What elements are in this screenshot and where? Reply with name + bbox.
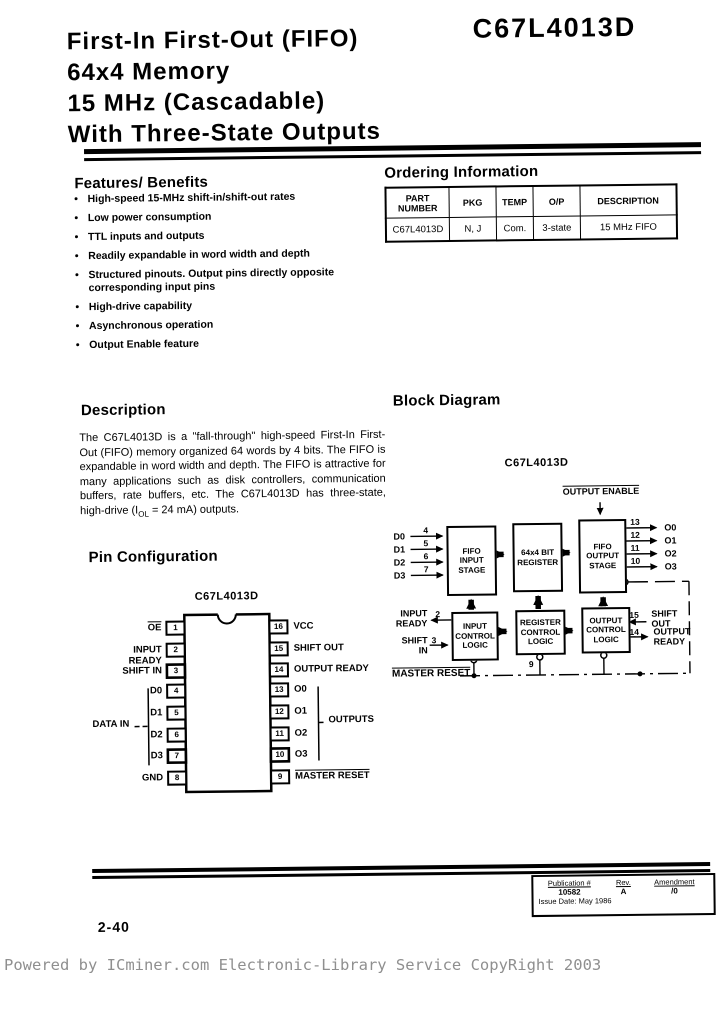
features-heading: Features/ Benefits xyxy=(74,173,209,193)
pin-d2-label: D2 xyxy=(150,729,163,741)
feature-item: • Structured pinouts. Output pins directly opposite corresponding input pins xyxy=(88,266,400,295)
bd-pin-5: 5 xyxy=(423,538,429,549)
pin-o1-label: O1 xyxy=(294,705,308,717)
dip-package-outline xyxy=(184,612,271,792)
bd-pin-12: 12 xyxy=(630,529,640,540)
pin-oe-label: $\overline{OE}$ xyxy=(147,622,162,634)
bd-d0-label: D0 xyxy=(393,531,405,542)
description-subscript: OL xyxy=(138,509,149,519)
bd-pin-15: 15 xyxy=(629,609,639,620)
rev-value: A xyxy=(620,887,627,897)
col-description: DESCRIPTION xyxy=(580,184,677,216)
pin-11-num: 11 xyxy=(275,728,284,738)
col-temp: TEMP xyxy=(496,186,533,217)
bd-pin-6: 6 xyxy=(423,551,429,562)
bd-pin-2: 2 xyxy=(435,609,441,620)
bd-pin-3: 3 xyxy=(431,635,437,646)
pin-16-num: 16 xyxy=(273,621,283,631)
description-text: The C67L4013D is a "fall-through" high-speed First-In First-Out (FIFO) memory organized 64 words by 4 bits. The FIFO is expandable in word width and depth. The FIFO is attractive for many applications such as disk controllers, communication buffers, rate buffers, etc. The C67L4013D has three-state, high-drive (I xyxy=(79,428,386,518)
cell-part-number: C67L4013D xyxy=(386,217,450,241)
output-control-block: OUTPUT CONTROL LOGIC xyxy=(581,607,631,654)
fifo-output-stage-block: FIFO OUTPUT STAGE xyxy=(578,519,627,594)
pin-d3-label: D3 xyxy=(150,750,163,762)
pin-4-num: 4 xyxy=(173,686,179,696)
ordering-header-row xyxy=(385,184,676,218)
pin-d0-label: D0 xyxy=(149,685,163,697)
feature-item: • Readily expandable in word width and depth xyxy=(88,247,400,263)
fifo-input-stage-block: FIFO INPUT STAGE xyxy=(446,525,497,596)
pin-12-num: 12 xyxy=(274,706,284,716)
block-diagram-heading: Block Diagram xyxy=(392,391,501,410)
bd-output-ready-label: OUTPUT READY xyxy=(653,626,691,647)
pin-input-ready-label: INPUT READY xyxy=(128,644,162,667)
pin-8-num: 8 xyxy=(174,773,180,783)
pin-13-num: 13 xyxy=(274,684,284,694)
pin-15-num: 15 xyxy=(274,643,284,653)
ordering-table xyxy=(384,183,678,242)
pin-7-num: 7 xyxy=(174,751,180,761)
publication-box xyxy=(531,873,715,917)
publication-label: Publication # xyxy=(547,878,591,888)
pin-o3-label: O3 xyxy=(294,748,308,760)
doc-title-line-1: First-In First-Out (FIFO) xyxy=(66,24,359,56)
cell-op: 3-state xyxy=(533,216,580,240)
page-number: 2-40 xyxy=(97,918,130,936)
bd-shift-out-label: SHIFT OUT xyxy=(651,608,678,629)
issue-date: Issue Date: May 1986 xyxy=(538,896,612,906)
bd-o0-label: O0 xyxy=(664,522,677,533)
pin-5-num: 5 xyxy=(174,708,179,718)
feature-item: • Low power consumption xyxy=(88,209,400,225)
amendment-label: Amendment xyxy=(654,877,695,887)
pin-shift-in-label: SHIFT IN xyxy=(122,665,162,677)
rev-label: Rev. xyxy=(615,877,631,888)
pin-1-num: 1 xyxy=(173,623,178,633)
col-part-number: PART NUMBER xyxy=(385,187,449,218)
feature-item: • High-speed 15-MHz shift-in/shift-out rates xyxy=(88,190,400,206)
description-paragraph xyxy=(79,428,386,523)
cell-temp: Com. xyxy=(496,217,533,241)
bd-pin-13: 13 xyxy=(630,516,640,527)
bit-register-block: 64x4 BIT REGISTER xyxy=(512,523,563,593)
bd-pin-10: 10 xyxy=(630,555,641,566)
bd-pin-11: 11 xyxy=(630,542,640,553)
feature-item: • High-drive capability xyxy=(89,297,401,313)
feature-item: • Output Enable feature xyxy=(89,335,401,351)
bd-pin-9: 9 xyxy=(528,659,534,670)
block-diagram-chip-label: C67L4013D xyxy=(504,456,569,470)
part-number: C67L4013D xyxy=(472,11,637,44)
library-watermark: Powered by ICminer.com Electronic-Library Service CopyRight 2003 xyxy=(4,956,602,974)
register-control-block: REGISTER CONTROL LOGIC xyxy=(515,610,566,656)
doc-title-line-3: 15 MHz (Cascadable) xyxy=(67,87,326,118)
pin-o2-label: O2 xyxy=(294,727,308,739)
ordering-heading: Ordering Information xyxy=(384,162,539,182)
features-list xyxy=(73,190,402,358)
cell-pkg: N, J xyxy=(449,217,496,241)
publication-value: 10582 xyxy=(558,887,581,897)
feature-item: • TTL inputs and outputs xyxy=(88,228,400,244)
description-heading: Description xyxy=(80,401,166,420)
bd-input-ready-label: INPUT READY xyxy=(395,608,428,629)
pin-d1-label: D1 xyxy=(150,707,163,719)
pin-o0-label: O0 xyxy=(294,683,307,695)
bd-o1-label: O1 xyxy=(664,535,677,546)
pin-2-num: 2 xyxy=(173,645,178,655)
pin-output-ready-label: OUTPUT READY xyxy=(293,662,369,675)
bd-o2-label: O2 xyxy=(664,548,677,559)
bd-d3-label: D3 xyxy=(393,570,406,581)
pin-master-reset-label: MASTER RESET xyxy=(295,769,370,782)
ordering-data-row xyxy=(386,215,677,242)
bd-d1-label: D1 xyxy=(393,544,406,555)
pin-10-num: 10 xyxy=(275,749,285,759)
feature-item: • Asynchronous operation xyxy=(89,316,401,332)
pin-9-num: 9 xyxy=(277,771,283,781)
bd-master-reset-label: MASTER RESET xyxy=(391,667,471,680)
doc-title-line-4: With Three-State Outputs xyxy=(67,117,382,149)
output-enable-label: OUTPUT ENABLE xyxy=(562,485,640,497)
bd-pin-14: 14 xyxy=(629,626,640,637)
pin-shift-out-label: SHIFT OUT xyxy=(293,642,344,654)
description-text: = 24 mA) outputs. xyxy=(148,503,240,517)
pin-6-num: 6 xyxy=(174,730,179,740)
bd-o3-label: O3 xyxy=(664,561,677,572)
pin-14-num: 14 xyxy=(274,664,284,674)
input-control-block: INPUT CONTROL LOGIC xyxy=(451,611,499,661)
pin-vcc-label: VCC xyxy=(293,620,314,632)
pin-gnd-label: GND xyxy=(141,772,164,784)
data-in-group-label: DATA IN xyxy=(92,718,130,731)
pin-config-chip-label: C67L4013D xyxy=(194,590,259,603)
bd-pin-4: 4 xyxy=(423,525,429,536)
pin-config-heading: Pin Configuration xyxy=(88,547,218,567)
col-pkg: PKG xyxy=(449,186,496,217)
bd-pin-7: 7 xyxy=(423,564,429,575)
bd-d2-label: D2 xyxy=(393,557,406,568)
col-op: O/P xyxy=(533,185,580,216)
outputs-group-label: OUTPUTS xyxy=(328,713,374,726)
pin-3-num: 3 xyxy=(173,666,179,676)
cell-description: 15 MHz FIFO xyxy=(580,215,677,240)
amendment-value: /0 xyxy=(671,886,678,896)
bd-shift-in-label: SHIFT IN xyxy=(401,635,428,656)
doc-title-line-2: 64x4 Memory xyxy=(66,57,231,87)
